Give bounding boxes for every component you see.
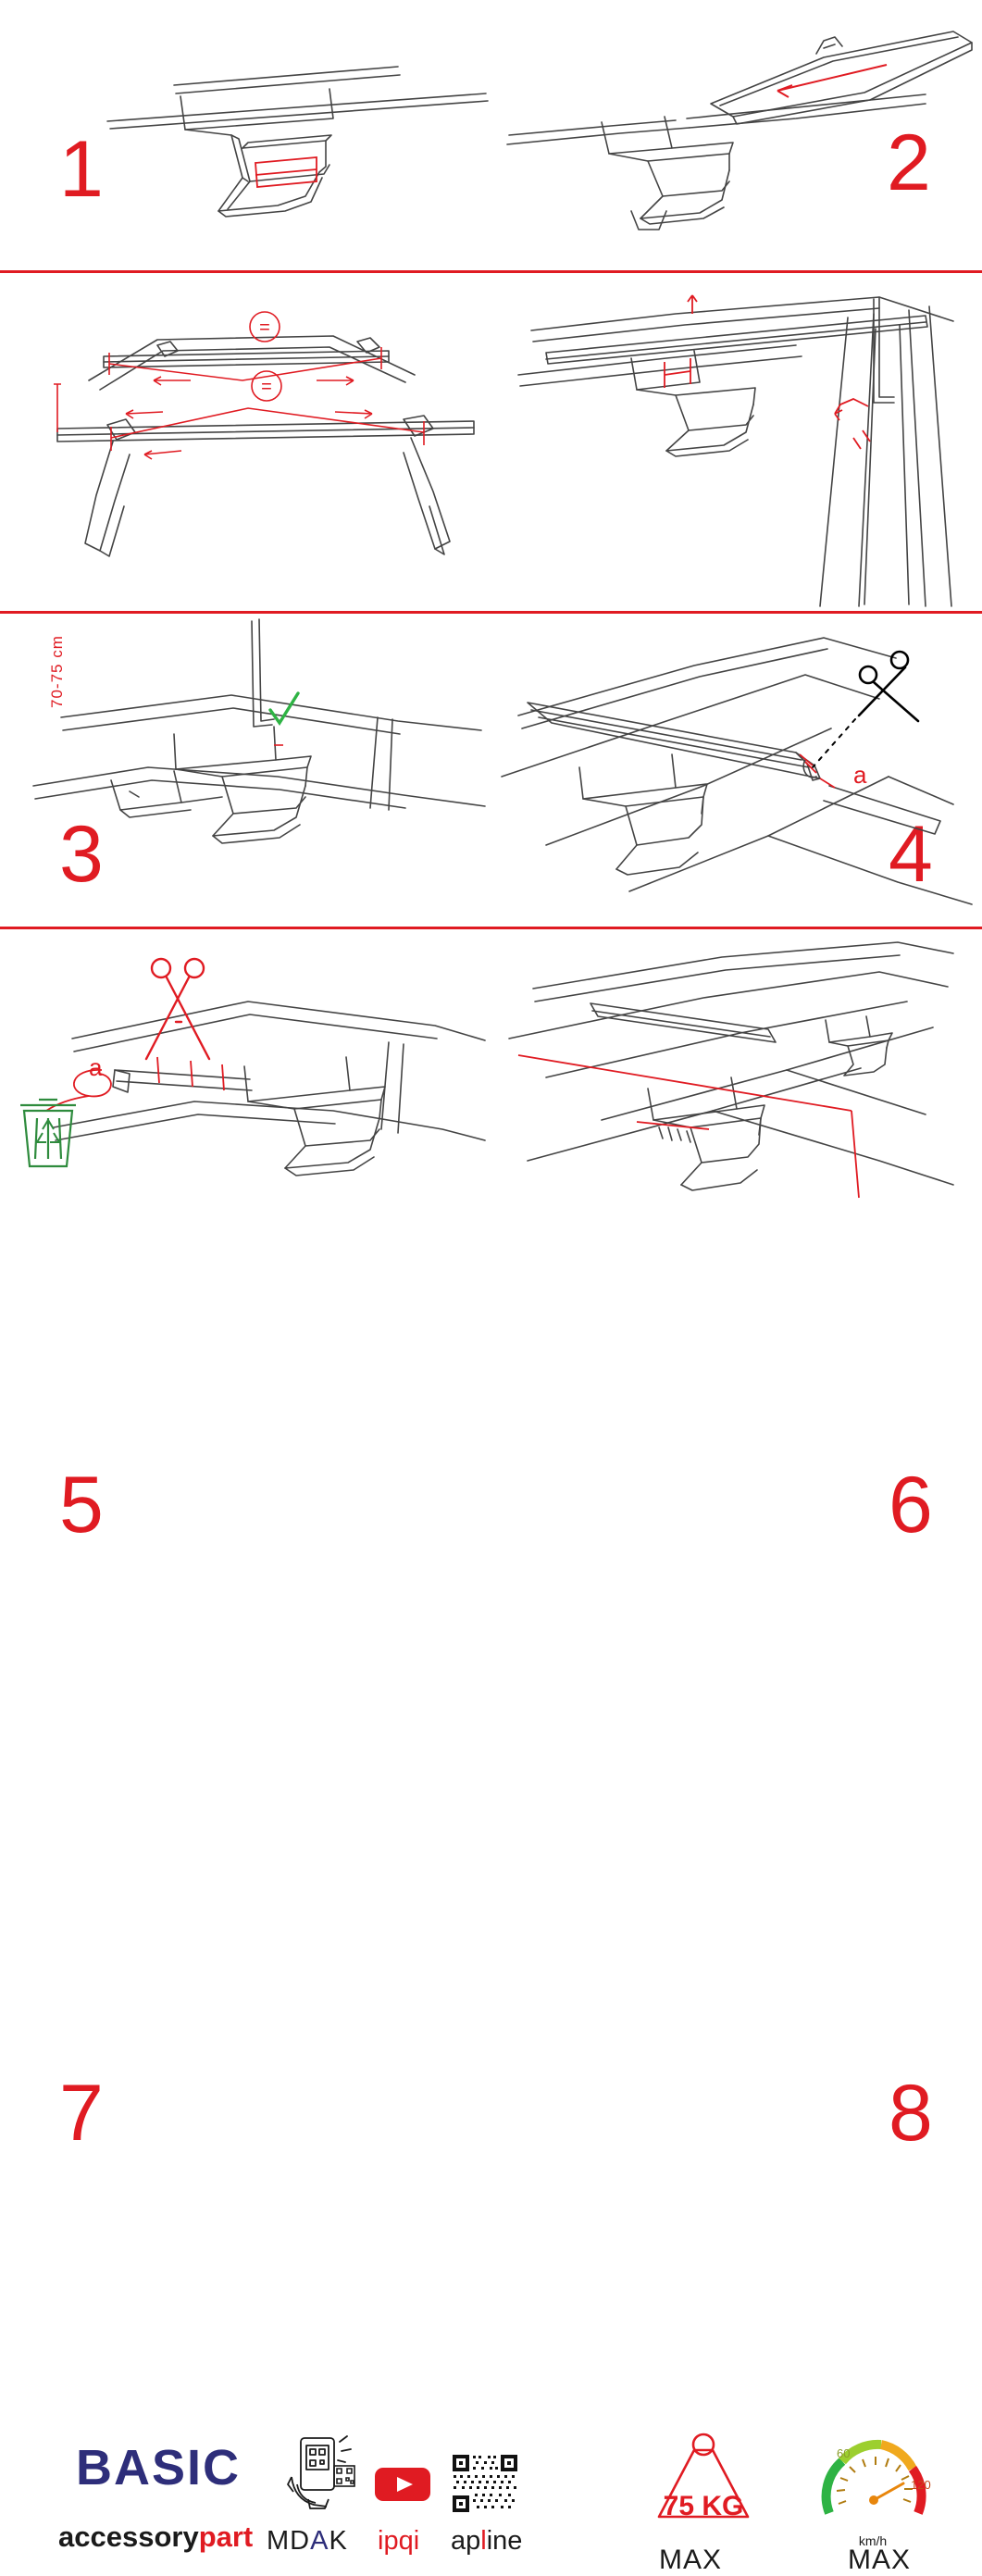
- step-3-illustration: [0, 273, 491, 611]
- accessorypart-wordmark: [58, 2520, 253, 2554]
- ipqi-wordmark: ipqi: [378, 2526, 420, 2556]
- basic-wordmark: BASIC: [76, 2440, 242, 2495]
- equal-mark-1: =: [259, 317, 270, 338]
- equal-mark-2: =: [261, 377, 272, 397]
- step-panel-8: [491, 929, 982, 2158]
- apline-accent: l: [480, 2526, 487, 2556]
- step-number-3: 3: [59, 810, 104, 899]
- spacing-dimension-label: 70-75 cm: [48, 635, 66, 708]
- step-number-8: 8: [889, 2069, 933, 2158]
- step-number-1: 1: [59, 125, 104, 214]
- step-panel-2: [491, 0, 982, 270]
- mdak-wordmark: [267, 2526, 348, 2557]
- step-panel-3: [0, 273, 491, 899]
- step-panel-4: [491, 273, 982, 899]
- mdak-post: K: [329, 2526, 348, 2556]
- apline-pre: ap: [451, 2526, 481, 2556]
- step-number-4: 4: [889, 810, 933, 899]
- step-panel-1: [0, 0, 491, 270]
- max-load-value: 75 KG: [663, 2491, 744, 2521]
- phone-scan-qr-icon: [282, 2434, 362, 2512]
- step-6-illustration: [491, 614, 982, 927]
- max-speed-caption: MAX: [848, 2545, 912, 2575]
- accessorypart-first: accessory: [58, 2520, 199, 2553]
- scissors-icon: [859, 652, 918, 721]
- scissors-icon: [146, 959, 209, 1059]
- speedometer-icon: [814, 2428, 935, 2535]
- callout-a-label-6: a: [853, 761, 867, 789]
- gauge-min-label: 60: [837, 2446, 851, 2460]
- apline-wordmark: [451, 2526, 522, 2557]
- speed-unit-label: km/h: [858, 2533, 888, 2548]
- youtube-play-icon[interactable]: [374, 2464, 431, 2505]
- step-4-illustration: [491, 273, 982, 611]
- brand-bar: [0, 1208, 982, 2575]
- check-mark-icon: [270, 693, 298, 723]
- step-number-6: 6: [889, 1461, 933, 1549]
- mdak-accent: A: [310, 2526, 329, 2556]
- apline-post: ine: [486, 2526, 523, 2556]
- accessorypart-second: part: [198, 2520, 254, 2553]
- step-panel-7: [0, 929, 491, 2158]
- callout-a-label-7: a: [89, 1053, 103, 1081]
- step-number-2: 2: [887, 118, 931, 207]
- step-8-illustration: [491, 929, 982, 1207]
- step-number-7: 7: [59, 2069, 104, 2158]
- step-5-illustration: [0, 614, 491, 927]
- gauge-max-label: 120: [911, 2478, 931, 2492]
- step-panel-6: [491, 614, 982, 1549]
- step-panel-5: [0, 614, 491, 1549]
- max-load-caption: MAX: [659, 2545, 723, 2575]
- step-number-5: 5: [59, 1461, 104, 1549]
- step-7-illustration: [0, 929, 491, 1207]
- mdak-pre: MD: [267, 2526, 311, 2556]
- qr-code-icon: [451, 2453, 519, 2514]
